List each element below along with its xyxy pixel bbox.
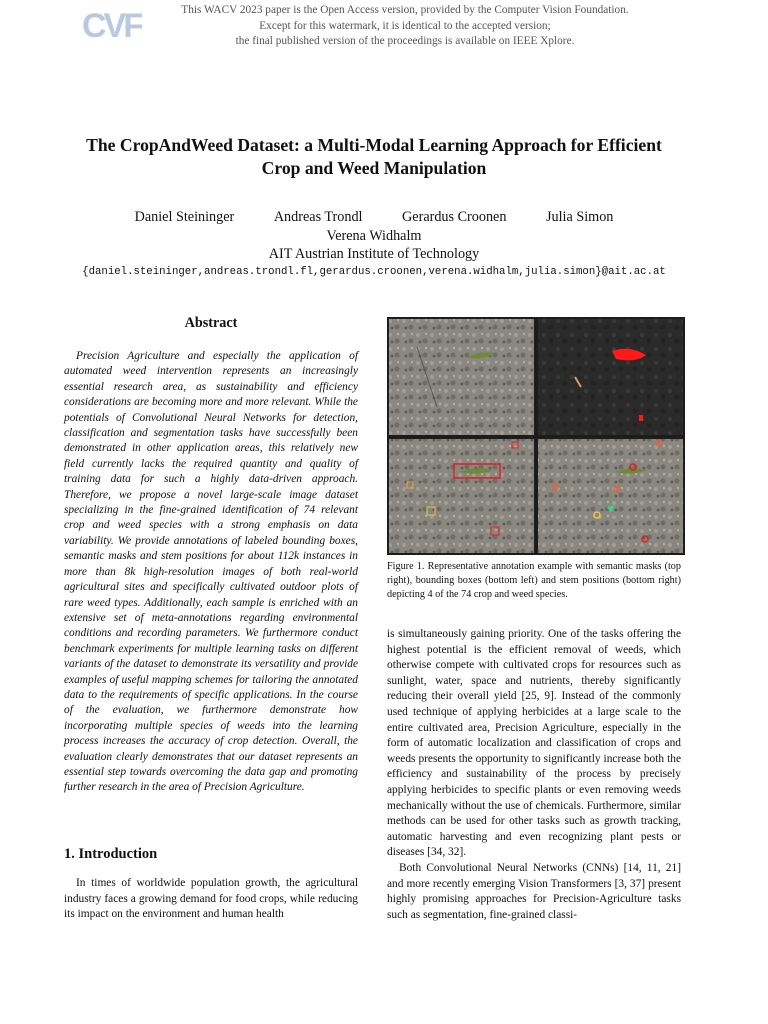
author-name: Daniel Steininger	[134, 209, 235, 225]
panel-original	[389, 319, 534, 435]
title-line: Crop and Weed Manipulation	[261, 158, 487, 178]
watermark-line: the final published version of the proceedings is available on IEEE Xplore.	[235, 35, 575, 47]
introduction-continued	[387, 627, 681, 923]
abstract-text: Precision Agriculture and especially the application of automated weed intervention represents an increasingly essential research area, as sustainability and efficiency considerations are becoming more and more relevant. While the potentials of Convolutional Neural Networks for detection, classification and segmentation tasks have successfully been demonstrated in other application areas, this relatively new field currently lacks the required quantity and quality of training data for such a highly data-driven approach. Therefore, we propose a novel large-scale image dataset specializing in the fine-grained identification of 74 relevant crop and weed species with a strong emphasis on data variability. We provide annotations of labeled bounding boxes, semantic masks and stem positions for about 112k instances in more than 8k high-resolution images of both real-world agricultural sites and specifically cultivated outdoor plots of rare weed types. Additionally, each sample is enriched with an extensive set of meta-annotations regarding environmental conditions and recording parameters. We furthermore conduct benchmark experiments for multiple learning tasks on different variants of the dataset to demonstrate its versatility and provide examples of useful mapping schemes for tailoring the annotated data to the requirements of specific applications. In the course of the evaluation, we furthermore demonstrate how incorporating multiple species of weeds into the learning process increases the accuracy of crop detection. Overall, the evaluation clearly demonstrates that our dataset represents an essential step towards overcoming the data gap and promoting further research in the area of Precision Agriculture.	[64, 350, 358, 794]
title-line: The CropAndWeed Dataset: a Multi-Modal Learning Approach for Efficient	[86, 135, 662, 155]
body-paragraph: Both Convolutional Neural Networks (CNNs) [14, 11, 21] and more recently emerging Vision Transformers [3, 37] present highly promising approaches for Precision-Agriculture tasks such as segmentation, fine-grained classi-	[387, 861, 681, 921]
watermark-line: This WACV 2023 paper is the Open Access version, provided by the Computer Vision Foundation.	[181, 4, 629, 16]
author-name: Gerardus Croonen	[402, 209, 507, 225]
abstract-heading: Abstract	[184, 315, 238, 331]
svg-text:CVF: CVF	[82, 7, 141, 44]
author-name: Julia Simon	[546, 209, 614, 225]
body-paragraph: is simultaneously gaining priority. One of the tasks offering the highest potential is the efficient removal of weeds, which otherwise compete with cultivated crops for resources such as sunlight, water, space and nutrients, thereby significantly reducing their overall yield [25, 9]. Instead of the commonly used technique of applying herbicides at a large scale to the entire cultivated area, Precision Agriculture, especially in the form of automatic localization and classification of crops and weeds presents the opportunity to significantly increase both the efficiency and sustainability of the process by precisely applying herbicides to specific plants or even removing weeds mechanically without the use of chemicals. Furthermore, similar methods can be used for other tasks such as growth tracking, automatic harvesting and even recognizing plant pests or diseases [34, 32].	[387, 628, 681, 859]
panel-semantic-masks	[538, 319, 683, 435]
figure-1-caption: Figure 1. Representative annotation example with semantic masks (top right), bounding boxes (bottom left) and stem positions (bottom right) depicting 4 of the 74 crop and weed species.	[387, 561, 681, 600]
panel-stem-positions	[538, 439, 683, 553]
author-emails: {daniel.steininger,andreas.trondl.fl,gerardus.croonen,verena.widhalm,julia.simon}@ait.ac.at	[82, 266, 666, 278]
author-name: Verena Widhalm	[326, 227, 422, 244]
watermark-line: Except for this watermark, it is identical to the accepted version;	[259, 19, 551, 32]
author-name: Andreas Trondl	[273, 209, 363, 225]
figure-1-image	[387, 317, 685, 555]
introduction-text: In times of worldwide population growth, the agricultural industry faces a growing demand for food crops, while reducing its impact on the environment and human health	[64, 877, 358, 921]
author-block	[40, 208, 708, 264]
paper-title	[40, 134, 708, 180]
watermark-notice	[160, 3, 650, 50]
affiliation: AIT Austrian Institute of Technology	[268, 246, 480, 262]
cvf-logo	[80, 4, 142, 44]
panel-bounding-boxes	[389, 439, 534, 553]
section-heading-introduction: 1. Introduction	[64, 846, 158, 862]
